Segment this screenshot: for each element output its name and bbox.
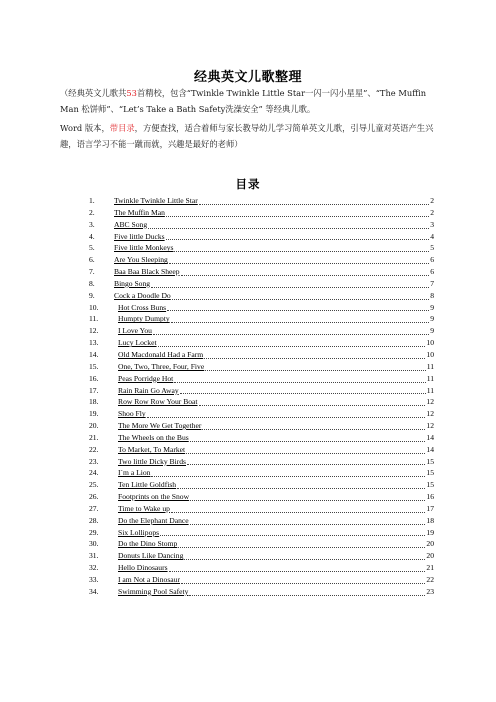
toc-entry-number: 15. <box>89 361 99 371</box>
toc-dot-leader <box>205 369 425 371</box>
toc-entry-link[interactable]: One, Two, Three, Four, Five <box>118 361 205 371</box>
toc-entry-page: 7 <box>430 278 434 288</box>
toc-entry-link[interactable]: ABC Song <box>114 219 148 229</box>
toc-dot-leader <box>174 381 425 383</box>
toc-entry-page: 9 <box>430 326 434 336</box>
toc-entry-page: 5 <box>430 243 434 253</box>
toc-entry-page: 8 <box>430 290 434 300</box>
toc-dot-leader <box>199 203 429 205</box>
toc-entry[interactable] <box>89 444 434 456</box>
toc-entry[interactable] <box>89 586 434 598</box>
toc-dot-leader <box>171 511 425 513</box>
toc-entry-link[interactable]: Old Macdonald Had a Farm <box>118 349 204 359</box>
toc-entry-number: 10. <box>89 302 99 312</box>
toc-dot-leader <box>147 416 426 418</box>
toc-entry-number: 12. <box>89 326 99 336</box>
toc-entry[interactable] <box>89 361 434 373</box>
toc-entry-page: 12 <box>426 409 434 419</box>
toc-entry-number: 21. <box>89 432 99 442</box>
toc-dot-leader <box>171 321 430 323</box>
toc-dot-leader <box>180 392 426 394</box>
toc-entry-number: 20. <box>89 421 99 431</box>
toc-dot-leader <box>187 463 425 465</box>
toc-entry-page: 6 <box>430 255 434 265</box>
toc-entry-link[interactable]: Two little Dicky Birds <box>118 456 187 466</box>
toc-entry-page: 15 <box>426 480 434 490</box>
toc-entry-page: 23 <box>426 586 434 596</box>
toc-entry-page: 18 <box>426 515 434 525</box>
toc-entry-page: 15 <box>426 468 434 478</box>
toc-dot-leader <box>172 298 429 300</box>
toc-entry-number: 8. <box>89 278 95 288</box>
toc-entry-link[interactable]: Ten Little Goldfish <box>118 480 177 490</box>
toc-dot-leader <box>204 357 425 359</box>
intro-line1-prefix: （经典英文儿歌共 <box>60 88 127 98</box>
toc-dot-leader <box>181 274 430 276</box>
toc-dot-leader <box>151 286 429 288</box>
toc-dot-leader <box>199 404 426 406</box>
toc-dot-leader <box>189 594 425 596</box>
toc-entry-link[interactable]: The Wheels on the Bus <box>118 432 189 442</box>
toc-heading: 目录 <box>235 177 261 191</box>
toc-entry-link[interactable]: Six Lollipops <box>118 527 160 537</box>
toc-entry[interactable] <box>89 432 434 444</box>
toc-entry-link[interactable]: Are You Sleeping <box>114 255 168 265</box>
toc-entry-link[interactable]: Row Row Row Your Boat <box>118 397 198 407</box>
intro-paragraph <box>60 86 436 117</box>
toc-entry-number: 7. <box>89 267 95 277</box>
toc-entry[interactable] <box>89 420 434 432</box>
toc-entry-page: 20 <box>426 539 434 549</box>
toc-entry-number: 9. <box>89 290 95 300</box>
toc-entry-page: 10 <box>426 349 434 359</box>
toc-entry[interactable] <box>89 290 434 302</box>
toc-entry[interactable] <box>89 325 434 337</box>
toc-entry-page: 12 <box>426 397 434 407</box>
toc-entry-page: 3 <box>430 219 434 229</box>
toc-entry-number: 4. <box>89 231 95 241</box>
toc-entry[interactable] <box>89 266 434 278</box>
toc-entry-page: 15 <box>426 456 434 466</box>
toc-dot-leader <box>158 345 426 347</box>
toc-entry-link[interactable]: The Muffin Man <box>114 207 165 217</box>
toc-entry-page: 16 <box>426 492 434 502</box>
toc-dot-leader <box>190 523 426 525</box>
toc-entry[interactable] <box>89 408 434 420</box>
toc-entry[interactable] <box>89 219 434 231</box>
toc-entry-number: 32. <box>89 563 99 573</box>
toc-entry-number: 2. <box>89 207 95 217</box>
toc-entry-link[interactable]: I Love You <box>118 326 152 336</box>
toc-entry-number: 6. <box>89 255 95 265</box>
toc-entry-page: 17 <box>426 503 434 513</box>
toc-dot-leader <box>186 452 425 454</box>
table-of-contents <box>89 195 434 598</box>
toc-entry-link[interactable]: Humpty Dumpty <box>118 314 170 324</box>
toc-entry-number: 33. <box>89 575 99 584</box>
song-count: 53 <box>126 88 137 98</box>
toc-dot-leader <box>181 582 425 584</box>
toc-dot-leader <box>148 227 429 229</box>
toc-entry[interactable] <box>89 385 434 397</box>
toc-entry-link[interactable]: Cock a Doodle Do <box>114 290 171 300</box>
toc-entry-link[interactable]: Donuts Like Dancing <box>118 551 184 561</box>
toc-entry-page: 11 <box>426 385 434 395</box>
toc-entry-page: 20 <box>426 551 434 561</box>
toc-entry-page: 9 <box>430 314 434 324</box>
toc-entry[interactable] <box>89 195 434 207</box>
toc-dot-leader <box>174 250 429 252</box>
toc-entry-number: 11. <box>89 314 99 324</box>
toc-dot-leader <box>166 238 430 240</box>
toc-entry[interactable] <box>89 527 434 539</box>
toc-entry-number: 30. <box>89 539 99 549</box>
toc-dot-leader <box>166 215 429 217</box>
toc-entry-number: 25. <box>89 480 99 490</box>
toc-entry-number: 24. <box>89 468 99 478</box>
toc-entry-page: 4 <box>430 231 434 241</box>
toc-entry-link[interactable]: Peas Porridge Hot <box>118 373 174 383</box>
toc-entry-link[interactable]: Lucy Locket <box>118 338 157 348</box>
toc-entry-link[interactable]: I am Not a Dinosaur <box>118 575 180 584</box>
toc-entry-number: 13. <box>89 338 99 348</box>
toc-dot-leader <box>169 570 426 572</box>
toc-entry-link[interactable]: Do the Elephant Dance <box>118 515 189 525</box>
toc-entry[interactable] <box>89 337 434 349</box>
toc-entry-page: 9 <box>430 302 434 312</box>
toc-entry-page: 11 <box>426 361 434 371</box>
toc-entry[interactable] <box>89 373 434 385</box>
toc-entry-link[interactable]: Rain Rain Go Away <box>118 385 179 395</box>
toc-entry-number: 27. <box>89 503 99 513</box>
toc-entry-number: 19. <box>89 409 99 419</box>
toc-entry-number: 5. <box>89 243 95 253</box>
toc-entry-link[interactable]: Twinkle Twinkle Little Star <box>114 196 198 205</box>
toc-dot-leader <box>177 487 425 489</box>
toc-entry-link[interactable]: To Market, To Market <box>118 444 186 454</box>
toc-entry-link[interactable]: Bingo Song <box>114 278 151 288</box>
toc-entry-number: 34. <box>89 586 99 596</box>
toc-entry-number: 16. <box>89 373 99 383</box>
toc-entry-link[interactable]: Footprints on the Snow <box>118 492 190 502</box>
toc-dot-leader <box>169 262 429 264</box>
toc-dot-leader <box>190 440 426 442</box>
toc-entry-link[interactable]: Time to Wake up <box>118 503 170 513</box>
toc-dot-leader <box>178 546 425 548</box>
document-title: 经典英文儿歌整理 <box>193 70 302 85</box>
toc-entry-number: 17. <box>89 385 99 395</box>
toc-entry[interactable] <box>89 491 434 503</box>
toc-entry[interactable] <box>89 207 434 219</box>
intro-line1-suffix: 首精校，包含“Twinkle Twinkle Little Star一闪一闪小星星”、“The Muffin Man 松饼师”、“Let’s Take a Bath Safety洗澡安全” 等经典儿歌。 <box>60 88 427 114</box>
toc-entry[interactable] <box>89 538 434 550</box>
toc-entry-link[interactable]: Shoo Fly <box>118 409 146 419</box>
toc-entry[interactable] <box>89 574 434 586</box>
toc-entry-link[interactable]: Five little Ducks <box>114 231 165 241</box>
toc-dot-leader <box>167 309 429 311</box>
toc-entry-link[interactable]: The More We Get Together <box>118 421 202 431</box>
toc-entry-page: 2 <box>430 196 434 205</box>
toc-entry-page: 14 <box>426 444 434 454</box>
intro-note <box>60 121 436 152</box>
toc-entry-page: 10 <box>426 338 434 348</box>
toc-entry-link[interactable]: Do the Dino Stomp <box>118 539 178 549</box>
toc-entry[interactable] <box>89 313 434 325</box>
toc-entry[interactable] <box>89 254 434 266</box>
toc-entry-number: 28. <box>89 515 99 525</box>
toc-entry-page: 19 <box>426 527 434 537</box>
toc-entry[interactable] <box>89 242 434 254</box>
toc-entry-number: 31. <box>89 551 99 561</box>
toc-entry-link[interactable]: Five little Monkeys <box>114 243 174 253</box>
toc-entry[interactable] <box>89 503 434 515</box>
toc-entry-number: 23. <box>89 456 99 466</box>
toc-entry[interactable] <box>89 562 434 574</box>
toc-entry[interactable] <box>89 302 434 314</box>
toc-entry-number: 1. <box>89 196 95 205</box>
toc-entry[interactable] <box>89 550 434 562</box>
toc-entry-link[interactable]: Swimming Pool Safety <box>118 586 189 596</box>
toc-entry-number: 14. <box>89 349 99 359</box>
toc-entry[interactable] <box>89 278 434 290</box>
toc-entry-number: 3. <box>89 219 95 229</box>
intro-line2-suffix: ，方便查找，适合着师与家长教导幼儿学习简单英文儿歌，引导儿童对英语产生兴趣，语言学习不能一蹴而就，兴趣是最好的老师） <box>60 123 434 149</box>
toc-dot-leader <box>190 499 425 501</box>
toc-entry[interactable] <box>89 231 434 243</box>
toc-entry-number: 22. <box>89 444 99 454</box>
toc-entry-number: 26. <box>89 492 99 502</box>
toc-entry-page: 11 <box>426 373 434 383</box>
toc-entry[interactable] <box>89 349 434 361</box>
toc-entry[interactable] <box>89 396 434 408</box>
toc-dot-leader <box>202 428 425 430</box>
toc-dot-leader <box>160 534 425 536</box>
intro-line2-prefix: Word 版本， <box>60 123 110 133</box>
toc-entry-page: 21 <box>426 563 434 573</box>
toc-entry[interactable] <box>89 479 434 491</box>
toc-entry-page: 12 <box>426 421 434 431</box>
toc-entry-link[interactable]: Hot Cross Buns <box>118 302 167 312</box>
toc-entry-number: 29. <box>89 527 99 537</box>
toc-entry-number: 18. <box>89 397 99 407</box>
toc-dot-leader <box>153 333 429 335</box>
toc-entry-page: 22 <box>426 575 434 584</box>
toc-entry[interactable] <box>89 467 434 479</box>
toc-dot-leader <box>151 475 425 477</box>
toc-dot-leader <box>184 558 425 560</box>
toc-entry-page: 2 <box>430 207 434 217</box>
toc-entry-page: 14 <box>426 432 434 442</box>
toc-entry-link[interactable]: Hello Dinosaurs <box>118 563 168 573</box>
toc-entry[interactable] <box>89 456 434 468</box>
toc-entry-link[interactable]: Baa Baa Black Sheep <box>114 267 180 277</box>
toc-entry-page: 6 <box>430 267 434 277</box>
toc-entry-link[interactable]: I`m a Lion <box>118 468 151 478</box>
toc-entry[interactable] <box>89 515 434 527</box>
toc-highlight: 带目录 <box>109 123 135 133</box>
